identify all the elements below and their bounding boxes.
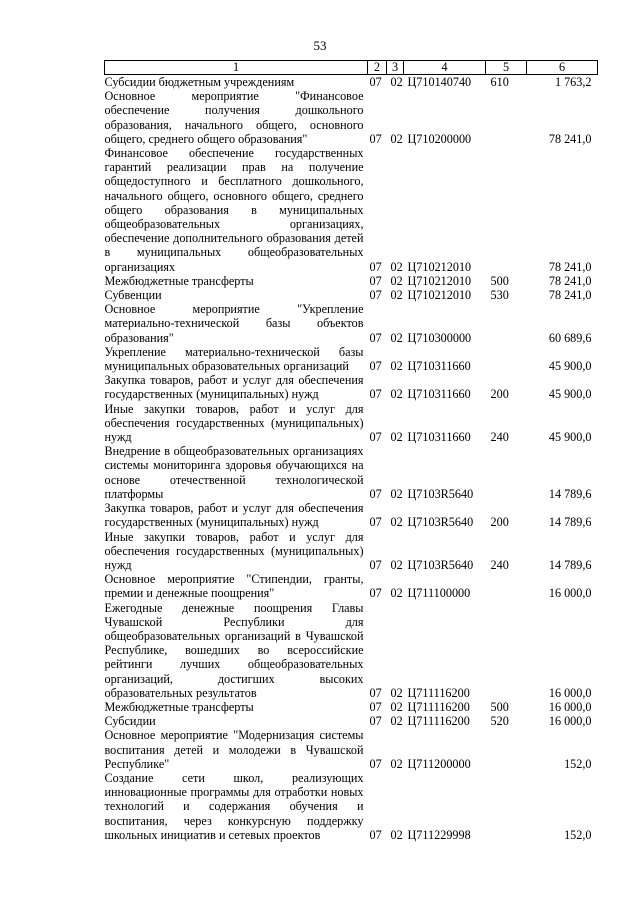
row-name-cell: Субвенции [104,288,162,303]
amount-cell: 1 763,2 [554,75,592,89]
target-item-code-cell: Ц710200000 [407,131,472,146]
expense-type-code-cell: 530 [490,288,509,303]
target-item-code-cell: Ц711116200 [407,714,470,729]
row-name-cell: Ежегодные денежные поощрения Главы Чувашской Республики для общеобразовательных организаций в Чувашской Республике, вошедших во всероссийские рейтинги лучших общеобразовательных организаций, достигших высоких образовательных результатов [104,600,364,700]
row-name-cell: Субсидии бюджетным учреждениям [104,75,295,89]
section-code-cell: 07 [369,756,382,771]
row-name-cell: Межбюджетные трансферты [104,273,254,288]
row-name-cell: Основное мероприятие "Финансовое обеспечение получения дошкольного образования, начального общего, основного общего, среднего общего образования" [104,89,364,146]
target-item-code-cell: Ц7103R5640 [407,515,474,530]
expense-type-code-cell [486,444,527,501]
target-item-code-cell: Ц710300000 [407,330,472,345]
section-code-cell: 07 [369,131,382,146]
section-code-cell: 07 [369,330,382,345]
row-name-cell: Межбюджетные трансферты [104,699,254,714]
section-code-cell: 07 [369,430,382,445]
expense-type-code-cell [486,572,527,600]
table-row [105,75,598,90]
amount-cell: 78 241,0 [548,131,592,146]
amount-cell: 45 900,0 [548,430,592,445]
subsection-code-cell: 02 [390,131,403,146]
subsection-code-cell: 02 [390,273,403,288]
subsection-code-cell: 02 [390,756,403,771]
subsection-code-cell: 02 [390,827,403,842]
page-number: 53 [313,38,327,53]
expense-type-code-cell: 200 [490,515,509,530]
subsection-code-cell: 02 [390,699,403,714]
budget-table [104,60,598,842]
section-code-cell: 07 [369,827,382,842]
subsection-code-cell: 02 [390,557,403,572]
expense-type-code-cell: 500 [490,273,509,288]
section-code-cell: 07 [369,685,382,700]
amount-cell: 16 000,0 [548,699,592,714]
table-row [105,700,598,714]
table-row [105,530,598,573]
section-code-cell: 07 [369,586,382,601]
header-col-2: 2 [368,61,387,75]
subsection-code-cell: 02 [390,75,403,89]
amount-cell: 152,0 [564,756,592,771]
expense-type-code-cell [486,89,527,146]
target-item-code-cell: Ц710212010 [407,259,472,274]
table-row [105,274,598,288]
section-code-cell: 07 [369,486,382,501]
table-row [105,146,598,274]
section-code-cell: 07 [369,273,382,288]
table-row [105,728,598,771]
amount-cell: 16 000,0 [548,586,592,601]
target-item-code-cell: Ц711200000 [407,756,471,771]
amount-cell: 78 241,0 [548,273,592,288]
subsection-code-cell: 02 [390,586,403,601]
table-row [105,345,598,373]
amount-cell: 16 000,0 [548,714,592,729]
section-code-cell: 07 [369,387,382,402]
expense-type-code-cell [486,771,527,842]
row-name-cell: Внедрение в общеобразовательных организациях системы мониторинга здоровья обучающихся на основе отечественной технологической платформы [104,444,364,501]
amount-cell: 78 241,0 [548,259,592,274]
expense-type-code-cell [486,601,527,700]
expense-type-code-cell: 240 [490,557,509,572]
row-name-cell: Основное мероприятие "Стипендии, гранты, премии и денежные поощрения" [104,572,364,601]
section-code-cell: 07 [369,288,382,303]
section-code-cell: 07 [369,359,382,374]
table-row [105,89,598,146]
target-item-code-cell: Ц7103R5640 [407,557,474,572]
table-row [105,714,598,728]
amount-cell: 152,0 [564,827,592,842]
row-name-cell: Иные закупки товаров, работ и услуг для обеспечения государственных (муниципальных) нужд [104,401,364,445]
table-row [105,444,598,501]
row-name-cell: Основное мероприятие "Укрепление материально-технической базы объектов образования" [104,302,364,345]
section-code-cell: 07 [369,714,382,729]
row-name-cell: Укрепление материально-технической базы муниципальных образовательных организаций [104,344,364,374]
expense-type-code-cell: 240 [490,430,509,445]
target-item-code-cell: Ц710212010 [407,273,472,288]
row-name-cell: Закупка товаров, работ и услуг для обеспечения государственных (муниципальных) нужд [104,501,364,530]
subsection-code-cell: 02 [390,430,403,445]
table-row [105,572,598,600]
header-col-1: 1 [105,61,368,75]
target-item-code-cell: Ц710311660 [407,387,471,402]
target-item-code-cell: Ц7103R5640 [407,486,474,501]
amount-cell: 16 000,0 [548,685,592,700]
table-row [105,288,598,302]
amount-cell: 14 789,6 [548,557,592,572]
table-row [105,373,598,401]
subsection-code-cell: 02 [390,288,403,303]
subsection-code-cell: 02 [390,359,403,374]
expense-type-code-cell [486,146,527,274]
header-col-6: 6 [527,61,598,75]
expense-type-code-cell [486,728,527,771]
table-row [105,501,598,529]
target-item-code-cell: Ц711100000 [407,586,471,601]
expense-type-code-cell: 610 [490,75,509,89]
target-item-code-cell: Ц710311660 [407,359,471,374]
target-item-code-cell: Ц710311660 [407,430,471,445]
table-row [105,302,598,345]
target-item-code-cell: Ц711116200 [407,685,470,700]
subsection-code-cell: 02 [390,714,403,729]
header-col-5: 5 [486,61,527,75]
table-row [105,601,598,700]
target-item-code-cell: Ц711229998 [407,827,471,842]
table-row [105,402,598,445]
expense-type-code-cell: 200 [490,387,509,402]
expense-type-code-cell: 500 [490,699,509,714]
section-code-cell: 07 [369,557,382,572]
target-item-code-cell: Ц710140740 [407,75,472,89]
row-name-cell: Финансовое обеспечение государственных гарантий реализации прав на получение общедоступного и бесплатного дошкольного, начального общего, основного общего, среднего общего образования в муниципальных общеобразовательных организациях, обеспечение дополнительного образования детей в муниципальных общеобразовательных организациях [104,146,364,274]
table-row [105,771,598,842]
amount-cell: 14 789,6 [548,486,592,501]
amount-cell: 45 900,0 [548,387,592,402]
header-row [105,61,598,75]
amount-cell: 78 241,0 [548,288,592,303]
row-name-cell: Закупка товаров, работ и услуг для обеспечения государственных (муниципальных) нужд [104,373,364,402]
subsection-code-cell: 02 [390,515,403,530]
subsection-code-cell: 02 [390,685,403,700]
subsection-code-cell: 02 [390,330,403,345]
row-name-cell: Основное мероприятие "Модернизация системы воспитания детей и молодежи в Чувашской Республике" [104,728,364,771]
table-body [105,75,598,842]
subsection-code-cell: 02 [390,259,403,274]
expense-type-code-cell [486,345,527,373]
subsection-code-cell: 02 [390,387,403,402]
expense-type-code-cell [486,302,527,345]
amount-cell: 45 900,0 [548,359,592,374]
header-col-3: 3 [387,61,404,75]
subsection-code-cell: 02 [390,486,403,501]
row-name-cell: Субсидии [104,714,156,729]
section-code-cell: 07 [369,699,382,714]
row-name-cell: Создание сети школ, реализующих инновационные программы для отработки новых технологий и содержания обучения и воспитания, через конкурсную поддержку школьных инициатив и сетевых проектов [104,770,364,842]
table-header [105,61,598,75]
section-code-cell: 07 [369,259,382,274]
row-name-cell: Иные закупки товаров, работ и услуг для обеспечения государственных (муниципальных) нужд [104,529,364,572]
section-code-cell: 07 [369,515,382,530]
amount-cell: 60 689,6 [548,330,592,345]
amount-cell: 14 789,6 [548,515,592,530]
target-item-code-cell: Ц710212010 [407,288,472,303]
target-item-code-cell: Ц711116200 [407,699,470,714]
header-col-4: 4 [404,61,486,75]
expense-type-code-cell: 520 [490,714,509,729]
section-code-cell: 07 [369,75,382,89]
